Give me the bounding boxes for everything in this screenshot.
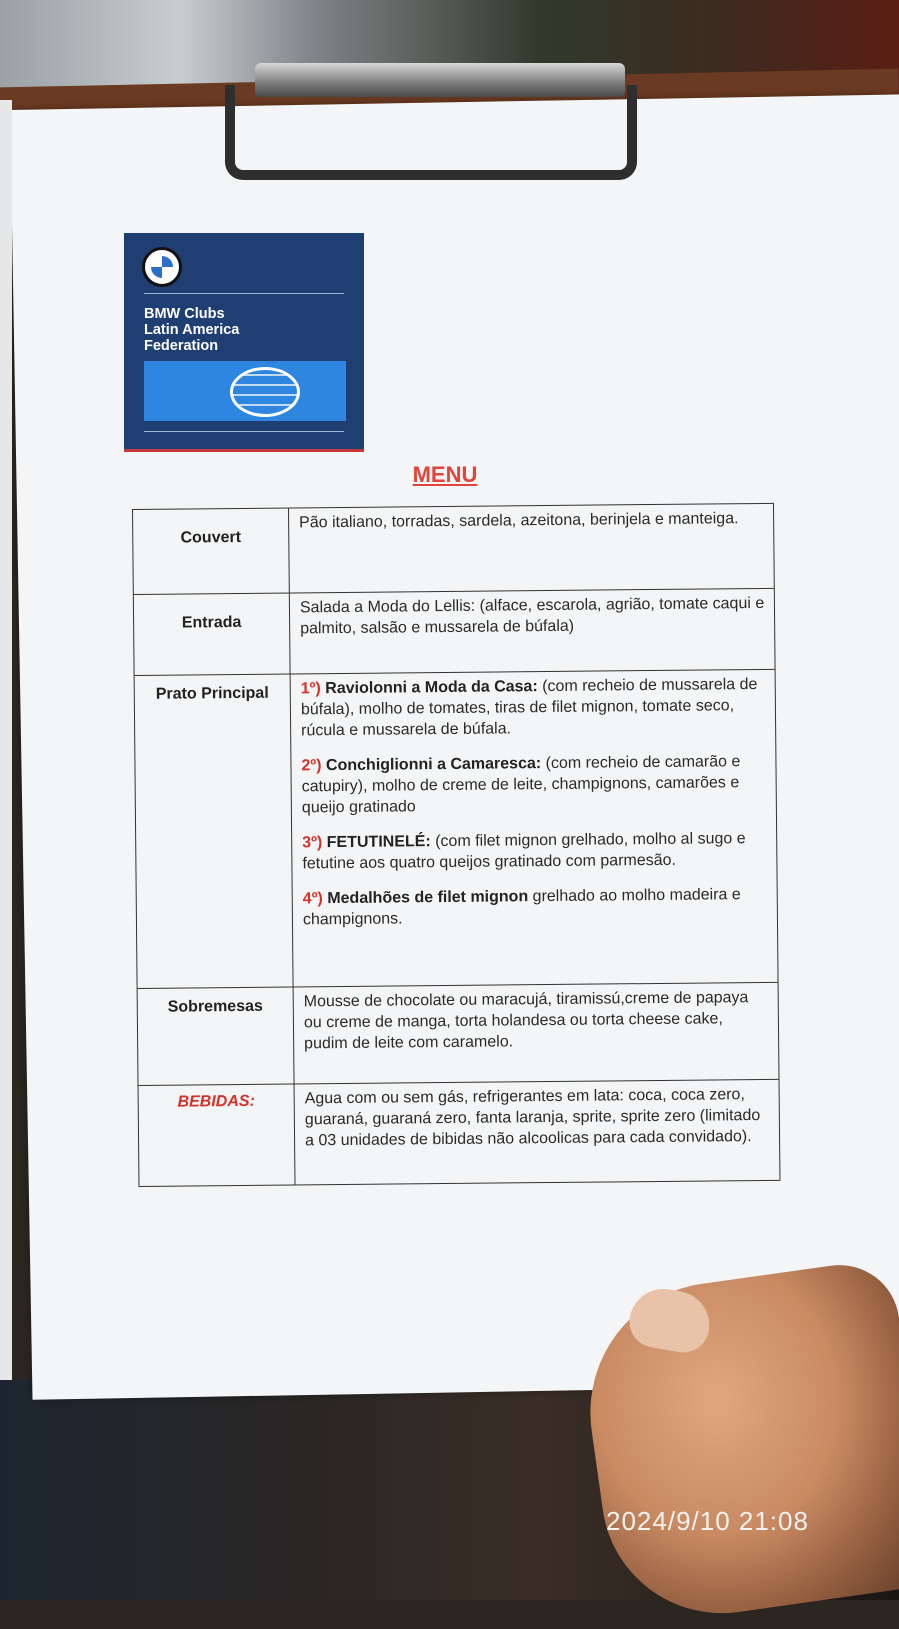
dish-description: (com recheio de mussarela de búfala), molho de tomates, tiras de filet mignon, tomate seco, rúcula e mussarela de búfala. (300, 676, 758, 740)
dish-item (301, 674, 768, 741)
logo-line: BMW Clubs (144, 306, 225, 322)
menu-title: MENU (412, 462, 478, 487)
row-label: Couvert (133, 508, 290, 593)
dish-description: (com recheio de camarão e catupiry), molho de creme de leite, champignons, camarões e queijo gratinado (301, 753, 741, 817)
row-content: Mousse de chocolate ou maracujá, tiramissú,creme de papaya ou creme de manga, torta holandesa ou torta cheese cake, pudim de leite com caramelo. (303, 989, 749, 1053)
dish-name: FETUTINELÉ: (326, 833, 431, 852)
clipboard-clip (225, 55, 645, 175)
dish-item (302, 828, 768, 874)
dish-description: grelhado ao molho madeira e champignons. (302, 886, 741, 929)
dish-name: Conchiglionni a Camaresca: (325, 755, 542, 775)
dish-number: 2º) (301, 757, 322, 775)
dish-item (301, 751, 768, 818)
row-content: Salada a Moda do Lellis: (alface, escarola, agrião, tomate caqui e palmito, salsão e mussarela de búfala) (299, 594, 765, 638)
row-label: Prato Principal (135, 674, 294, 987)
dish-number: 1º) (300, 680, 321, 698)
logo-rule (144, 431, 344, 432)
row-label: BEBIDAS: (139, 1084, 296, 1185)
dish-description: (com filet mignon grelhado, molho al sugo e fetutine aos quatro queijos gratinado com parmesão. (302, 830, 746, 873)
logo-band (144, 361, 346, 421)
dish-name: Raviolonni a Moda da Casa: (325, 678, 538, 698)
row-content: Pão italiano, torradas, sardela, azeitona, berinjela e manteiga. (299, 510, 739, 532)
globe-icon (230, 367, 300, 417)
table-row-prato-principal (135, 670, 778, 989)
dish-name: Medalhões de filet mignon (327, 888, 529, 908)
bmw-roundel-icon (142, 247, 182, 287)
table-row-bebidas (139, 1080, 780, 1187)
dish-item (303, 884, 769, 930)
row-content: Agua com ou sem gás, refrigerantes em lata: coca, coca zero, guaraná, guaraná zero, fanta laranja, sprite, sprite zero (limitado a 03 unidades de bibidas não alcoolicas para cada convidado). (304, 1086, 761, 1150)
dish-number: 4º) (302, 890, 323, 908)
table-row-sobremesas (138, 983, 779, 1086)
paper-edge (0, 100, 12, 1380)
clip-wire (225, 85, 637, 180)
bmw-clubs-logo (124, 233, 364, 452)
logo-line: Federation (144, 338, 219, 354)
table-row-couvert (133, 504, 774, 595)
row-label: Sobremesas (138, 987, 295, 1084)
logo-rule (144, 293, 344, 294)
logo-text (144, 306, 239, 354)
logo-line: Latin America (144, 322, 240, 338)
row-label: Entrada (134, 593, 291, 674)
row-content (291, 670, 778, 987)
photo-timestamp: 2024/9/10 21:08 (606, 1506, 809, 1536)
table-row-entrada (134, 589, 775, 676)
menu-table (132, 503, 780, 1187)
dish-number: 3º) (302, 834, 323, 852)
